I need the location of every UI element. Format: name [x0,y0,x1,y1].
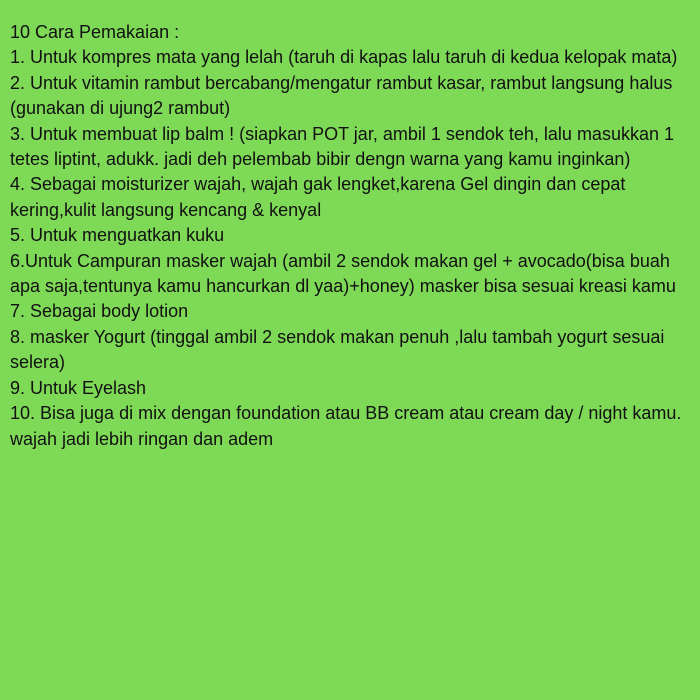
usage-item-10: 10. Bisa juga di mix dengan foundation atau BB cream atau cream day / night kamu. wajah jadi lebih ringan dan adem [10,403,682,449]
usage-item-1: 1. Untuk kompres mata yang lelah (taruh di kapas lalu taruh di kedua kelopak mata) [10,47,678,68]
usage-item-4: 4. Sebagai moisturizer wajah, wajah gak lengket,karena Gel dingin dan cepat kering,kulit langsung kencang & kenyal [10,174,626,220]
usage-item-6: 6.Untuk Campuran masker wajah (ambil 2 sendok makan gel + avocado(bisa buah apa saja,tentunya kamu hancurkan dl yaa)+honey) masker bisa sesuai kreasi kamu [10,250,676,297]
usage-item-8: 8. masker Yogurt (tinggal ambil 2 sendok makan penuh ,lalu tambah yogurt sesuai selera) [10,326,665,373]
usage-list [10,45,690,452]
usage-item-7: 7. Sebagai body lotion [10,301,189,322]
usage-item-9: 9. Untuk Eyelash [10,377,147,398]
page-title: 10 Cara Pemakaian : [10,22,180,42]
usage-item-2: 2. Untuk vitamin rambut bercabang/mengatur rambut kasar, rambut langsung halus (gunakan di ujung2 rambut) [10,72,673,119]
usage-item-3: 3. Untuk membuat lip balm ! (siapkan POT jar, ambil 1 sendok teh, lalu masukkan 1 tetes liptint, adukk. jadi deh pelembab bibir dengn warna yang kamu inginkan) [10,123,674,170]
usage-item-5: 5. Untuk menguatkan kuku [10,225,225,246]
